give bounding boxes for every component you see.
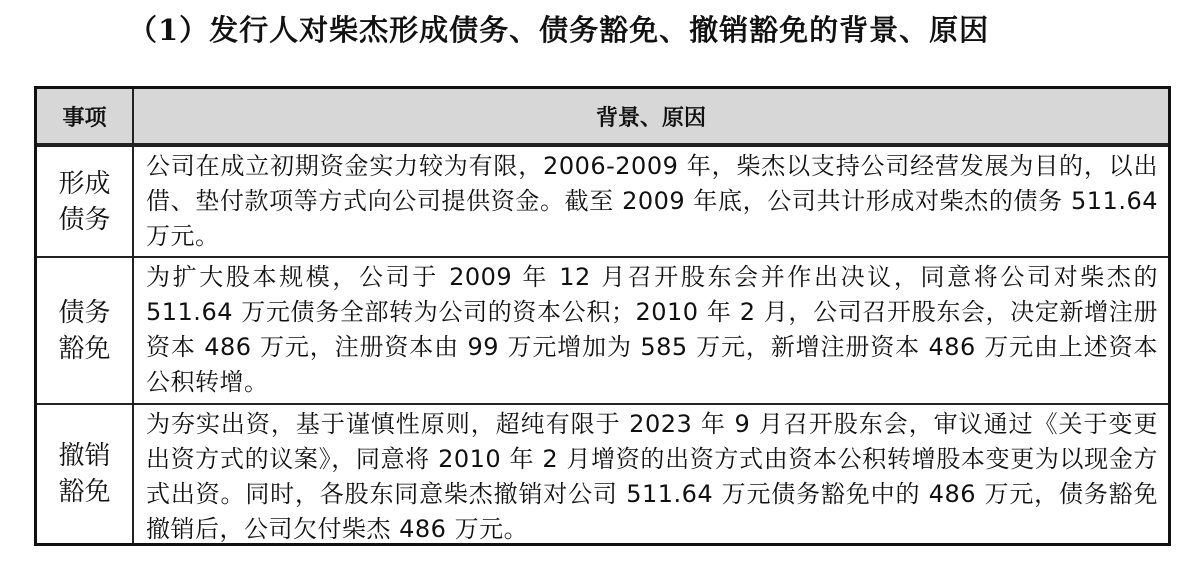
table-row — [37, 403, 1168, 543]
reason-cell — [134, 147, 1168, 256]
background-reason-table — [34, 86, 1171, 546]
header-cell-item — [37, 89, 134, 143]
item-label: 债务豁免 — [58, 297, 111, 364]
reason-cell — [134, 258, 1168, 403]
header-reason-label: 背景、原因 — [595, 104, 706, 131]
table-header-row — [37, 89, 1168, 145]
reason-text: 为扩大股本规模，公司于 2009 年 12 月召开股东会并作出决议，同意将公司对柴杰的 511.64 万元债务全部转为公司的资本公积；2010 年 2 月，公司召开股东会，决定新增注册资本 486 万元，注册资本由 99 万元增加为 585 万元，新增注册资本 486 万元由上述资本公积转增。 — [146, 263, 1158, 396]
section-heading: （1）发行人对柴杰形成债务、债务豁免、撤销豁免的背景、原因 — [128, 13, 990, 47]
table-row — [37, 145, 1168, 256]
item-label: 形成债务 — [58, 168, 111, 235]
reason-text: 公司在成立初期资金实力较为有限，2006-2009 年，柴杰以支持公司经营发展为目的，以出借、垫付款项等方式向公司提供资金。截至 2009 年底，公司共计形成对柴杰的债务 511.64 万元。 — [146, 152, 1158, 250]
reason-cell — [134, 405, 1168, 543]
header-item-label: 事项 — [62, 104, 107, 131]
item-cell — [37, 258, 134, 403]
item-cell — [37, 147, 134, 256]
table-row — [37, 256, 1168, 403]
reason-text: 为夯实出资，基于谨慎性原则，超纯有限于 2023 年 9 月召开股东会，审议通过《关于变更出资方式的议案》，同意将 2010 年 2 月增资的出资方式由资本公积转增股本变更为以现金方式出资。同时，各股东同意柴杰撤销对公司 511.64 万元债务豁免中的 486 万元，债务豁免撤销后，公司欠付柴杰 486 万元。 — [146, 410, 1158, 543]
header-cell-reason — [134, 89, 1168, 143]
item-label: 撤销豁免 — [58, 441, 111, 507]
item-cell — [37, 405, 134, 543]
